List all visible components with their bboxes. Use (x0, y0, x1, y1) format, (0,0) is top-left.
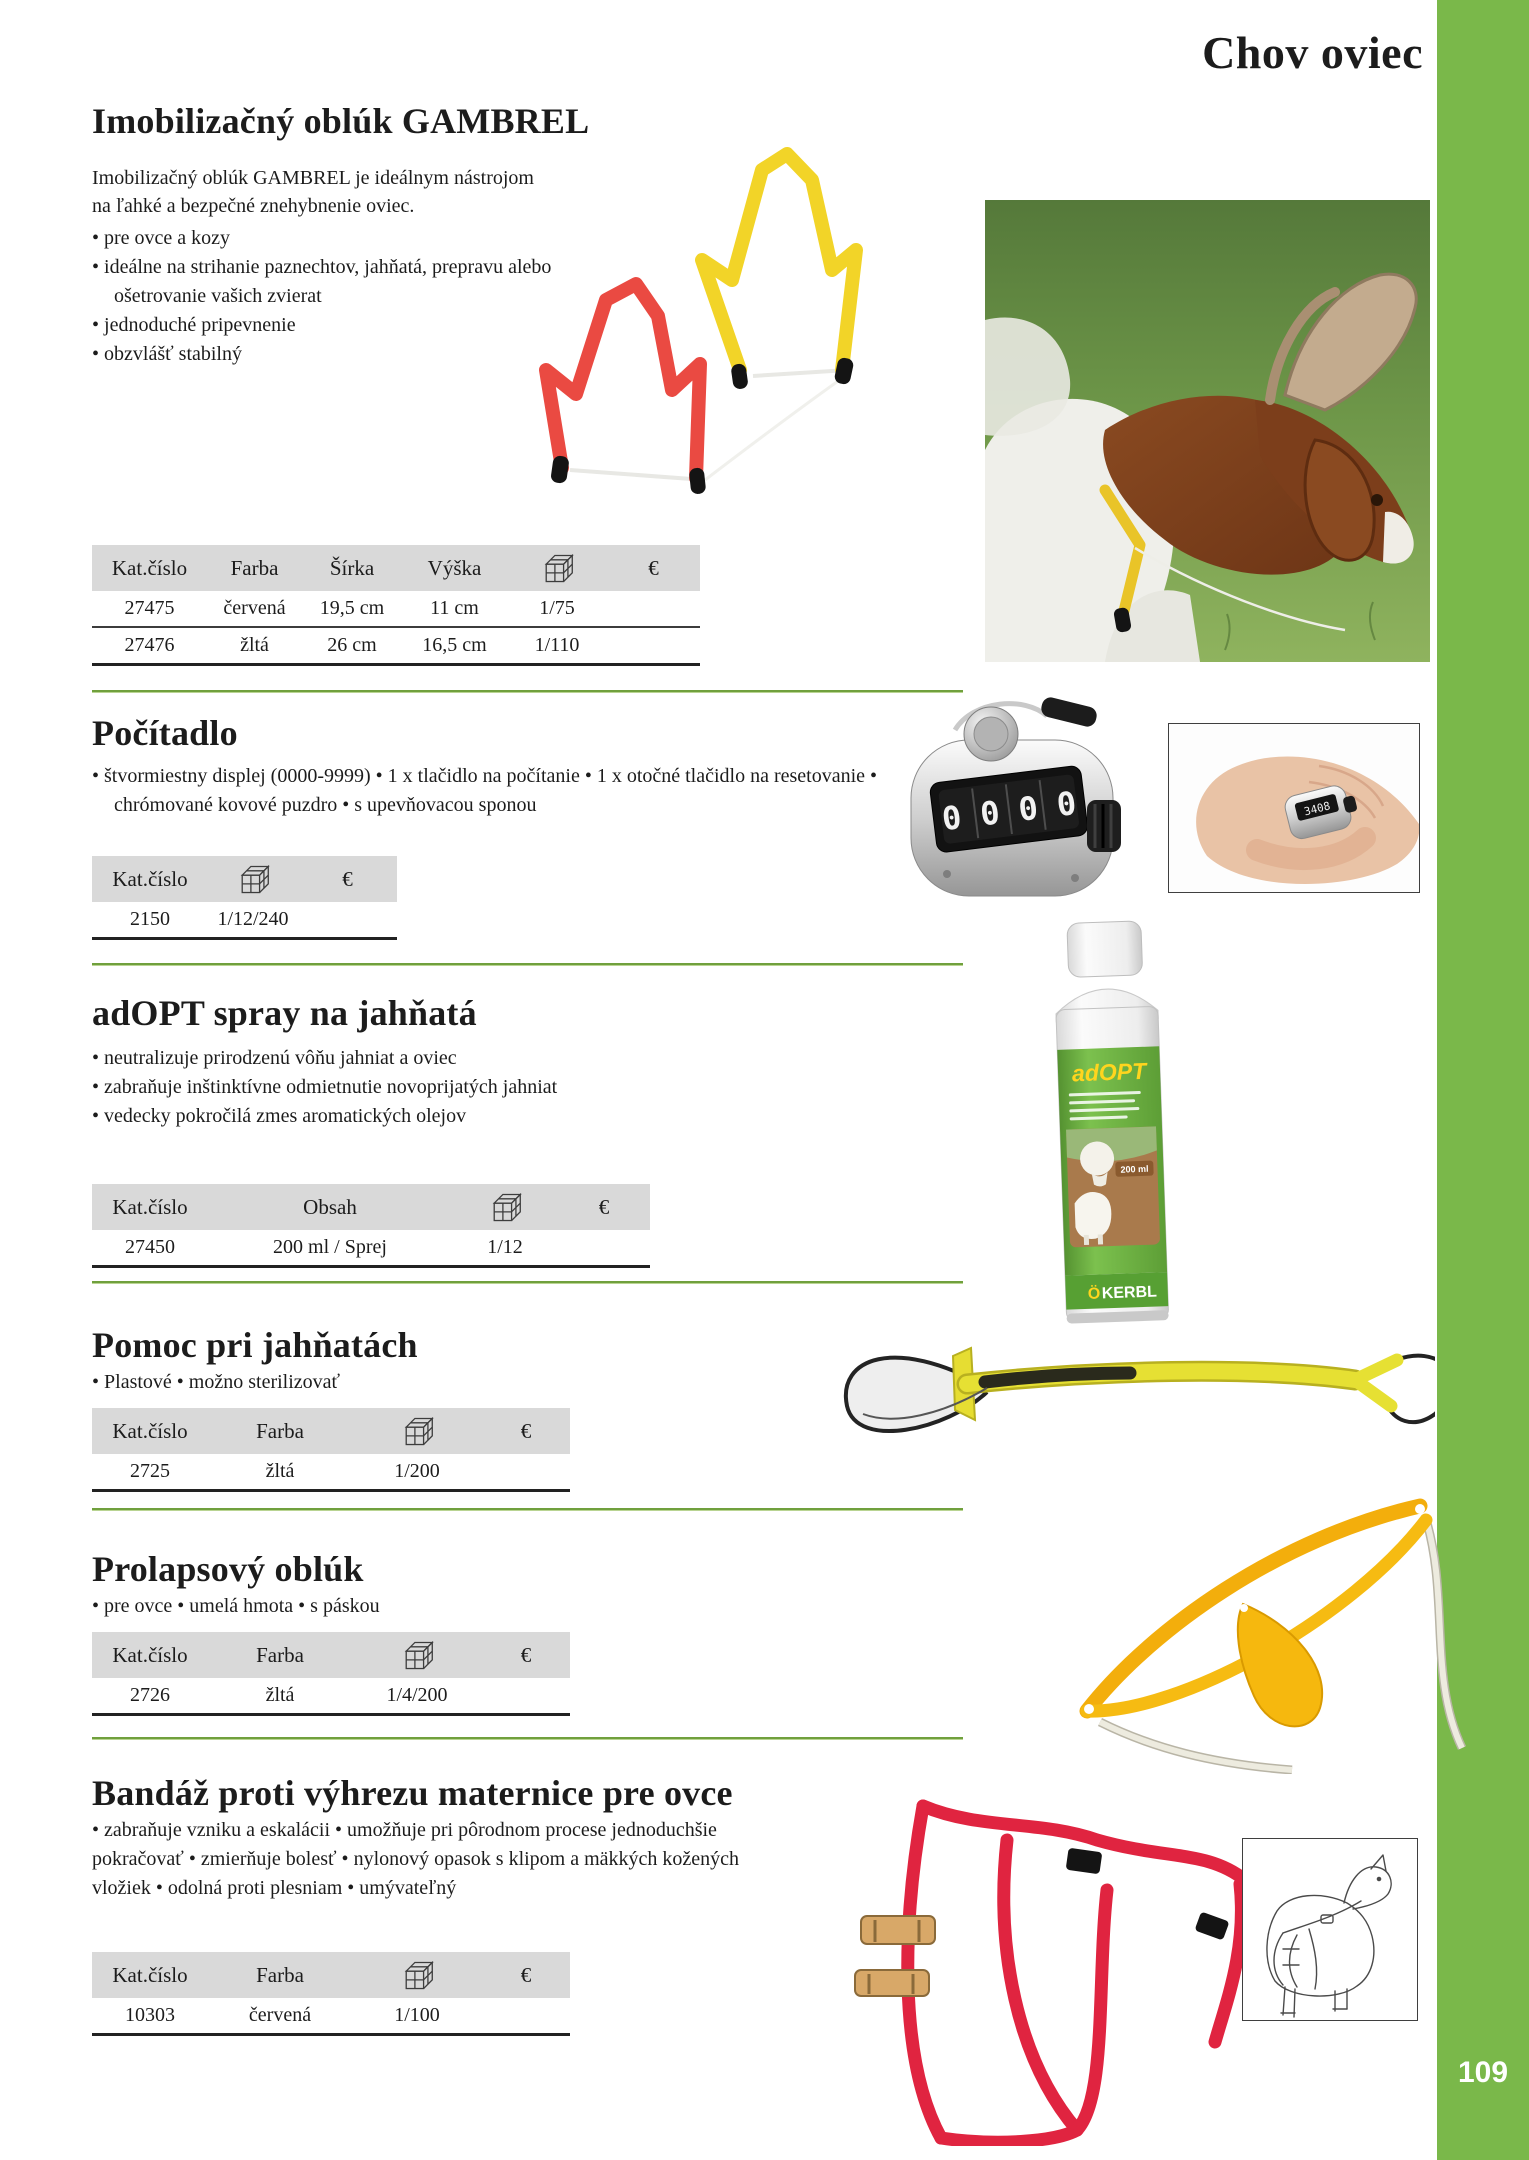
feature-item: • štvormiestny displej (0000-9999) • 1 x tlačidlo na počítanie • 1 x otočné tlačidlo na resetovanie • chrómované kovové puzdro • s upevňovacou sponou (92, 762, 882, 820)
table-cell: 16,5 cm (422, 634, 487, 656)
table-cell (482, 1998, 570, 2035)
category-title: Chov oviec (1202, 27, 1423, 78)
table-header-row (92, 545, 700, 591)
product-table (92, 545, 700, 666)
table-cell: žltá (265, 1460, 295, 1482)
table-header-row (92, 1952, 570, 1998)
feature-item: • zabraňuje inštinktívne odmietnutie novoprijatých jahniat (92, 1073, 712, 1102)
harness-image (845, 1798, 1275, 2146)
feature-item: • vedecky pokročilá zmes aromatických olejov (92, 1102, 712, 1131)
product-table-counter (92, 856, 397, 940)
feature-item: • pre ovce • umelá hmota • s páskou (92, 1592, 692, 1621)
table-row (92, 1998, 570, 2035)
goat-photo (985, 200, 1430, 662)
kerbl-logo-icon: Ö (1087, 1285, 1101, 1303)
section-intro: Imobilizačný oblúk GAMBREL je ideálnym nástrojom na ľahké a bezpečné znehybnenie oviec. (92, 167, 534, 217)
spray-can-image (1045, 918, 1177, 1337)
column-header: € (520, 1642, 532, 1667)
column-header: Výška (427, 555, 482, 580)
feature-list (92, 1816, 747, 1903)
product-table-lambing-aid (92, 1408, 570, 1492)
packing-unit-icon (352, 1952, 482, 1998)
table-cell: 1/75 (539, 597, 575, 619)
table-cell (607, 627, 700, 665)
table-cell: 27476 (124, 634, 175, 656)
hand-counter-digits: 3408 (1302, 799, 1332, 819)
feature-item: • pre ovce a kozy (92, 224, 562, 253)
table-row (92, 1678, 570, 1715)
table-row (92, 1230, 650, 1267)
section-divider (92, 1508, 963, 1510)
table-row (92, 1454, 570, 1491)
feature-list (92, 1044, 712, 1131)
section-title-gambrel: Imobilizačný oblúk GAMBREL (92, 101, 590, 141)
column-header: € (648, 555, 659, 580)
column-header: Kat.číslo (112, 1194, 188, 1219)
section-divider (92, 690, 963, 692)
table-cell: 1/4/200 (386, 1684, 448, 1706)
table-cell (607, 591, 700, 627)
table-cell: 2725 (130, 1460, 170, 1482)
section-divider (92, 1737, 963, 1739)
feature-item: • neutralizuje prirodzenú vôňu jahniat a oviec (92, 1044, 712, 1073)
product-table (92, 1184, 650, 1268)
table-cell (482, 1454, 570, 1491)
section-divider (92, 963, 963, 965)
packing-unit-icon (352, 1632, 482, 1678)
table-header-row (92, 856, 397, 902)
section-title-adopt: adOPT spray na jahňatá (92, 993, 477, 1033)
feature-item: • jednoduché pripevnenie (92, 311, 562, 340)
product-table-prolapse-harness (92, 1952, 570, 2036)
table-cell: 27475 (124, 597, 175, 619)
table-cell: žltá (240, 634, 269, 656)
column-header: Obsah (303, 1194, 357, 1219)
table-cell: 2150 (130, 908, 170, 930)
column-header: Kat.číslo (112, 866, 188, 891)
lamb-puller-image (835, 1318, 1435, 1483)
table-cell: 11 cm (430, 597, 479, 619)
column-header: € (520, 1418, 532, 1443)
counter-display-digits: 0 0 0 0 (939, 784, 1079, 839)
column-header: Farba (256, 1642, 304, 1667)
product-table (92, 856, 397, 940)
table-cell: 1/200 (394, 1460, 440, 1482)
table-cell: červená (223, 597, 286, 619)
product-table-prolapse-arc (92, 1632, 570, 1716)
table-cell (558, 1230, 650, 1267)
section-title-prolapse-arc: Prolapsový oblúk (92, 1549, 364, 1589)
table-cell: červená (248, 2004, 312, 2026)
feature-list (92, 762, 882, 820)
counter-in-hand-photo (1168, 723, 1420, 893)
column-header: Farba (256, 1962, 304, 1987)
table-cell: 26 cm (327, 634, 377, 656)
column-header: € (342, 866, 353, 891)
table-cell: žltá (265, 1684, 295, 1706)
packing-unit-icon (507, 545, 607, 591)
kerbl-logo: KERBL (1101, 1283, 1158, 1303)
section-divider (92, 1281, 963, 1283)
packing-unit-icon (452, 1184, 558, 1230)
prolapse-arc-image (1030, 1476, 1470, 1774)
column-header: Farba (256, 1418, 304, 1443)
feature-list (92, 1592, 692, 1621)
can-volume-badge: 200 ml (1120, 1163, 1149, 1175)
feature-list (92, 224, 562, 369)
table-cell (482, 1678, 570, 1715)
table-cell: 1/110 (534, 634, 580, 656)
column-header: Kat.číslo (112, 1962, 188, 1987)
table-header-row (92, 1184, 650, 1230)
product-image-gambrel (500, 138, 960, 498)
product-table (92, 1952, 570, 2036)
product-table (92, 1408, 570, 1492)
feature-item: • Plastové • možno sterilizovať (92, 1368, 692, 1397)
packing-unit-icon (208, 856, 298, 902)
page-number: 109 (1457, 2056, 1509, 2089)
table-header-row (92, 1408, 570, 1454)
can-product-name: adOPT (1071, 1057, 1147, 1087)
column-header: Kat.číslo (112, 1642, 188, 1667)
column-header: Farba (230, 555, 279, 580)
table-row (92, 591, 700, 627)
harness-diagram (1242, 1838, 1418, 2021)
column-header: € (520, 1962, 532, 1987)
table-cell: 200 ml / Sprej (273, 1236, 387, 1258)
feature-item: • ideálne na strihanie paznechtov, jahňatá, prepravu alebo ošetrovanie vašich zvierat (92, 253, 562, 311)
table-cell (298, 902, 397, 939)
product-table (92, 1632, 570, 1716)
product-table-gambrel (92, 545, 700, 666)
table-row (92, 627, 700, 665)
table-cell: 1/12/240 (217, 908, 289, 930)
table-row (92, 902, 397, 939)
section-title-prolapse-harness: Bandáž proti výhrezu maternice pre ovce (92, 1773, 733, 1813)
page-edge-bar (1437, 0, 1529, 2160)
column-header: € (598, 1194, 610, 1219)
table-header-row (92, 1632, 570, 1678)
column-header: Kat.číslo (112, 1418, 188, 1443)
section-title-counter: Počítadlo (92, 713, 238, 753)
column-header: Šírka (329, 555, 375, 580)
table-cell: 19,5 cm (319, 597, 385, 619)
table-cell: 2726 (130, 1684, 170, 1706)
table-cell: 1/12 (487, 1236, 523, 1258)
packing-unit-icon (352, 1408, 482, 1454)
feature-item: • zabraňuje vzniku a eskalácii • umožňuje pri pôrodnom procese jednoduchšie pokračovať • zmierňuje bolesť • nylonový opasok s klipom a mäkkých kožených vložiek • odolná proti plesniam • umývateľný (92, 1816, 747, 1903)
table-cell: 27450 (125, 1236, 175, 1258)
feature-item: • obzvlášť stabilný (92, 340, 562, 369)
feature-list (92, 1368, 692, 1397)
section-title-lambing-aid: Pomoc pri jahňatách (92, 1325, 418, 1365)
table-cell: 1/100 (394, 2004, 440, 2026)
column-header: Kat.číslo (111, 555, 188, 580)
counter-image (895, 688, 1125, 908)
product-table-adopt (92, 1184, 650, 1268)
table-cell: 10303 (125, 2004, 175, 2026)
